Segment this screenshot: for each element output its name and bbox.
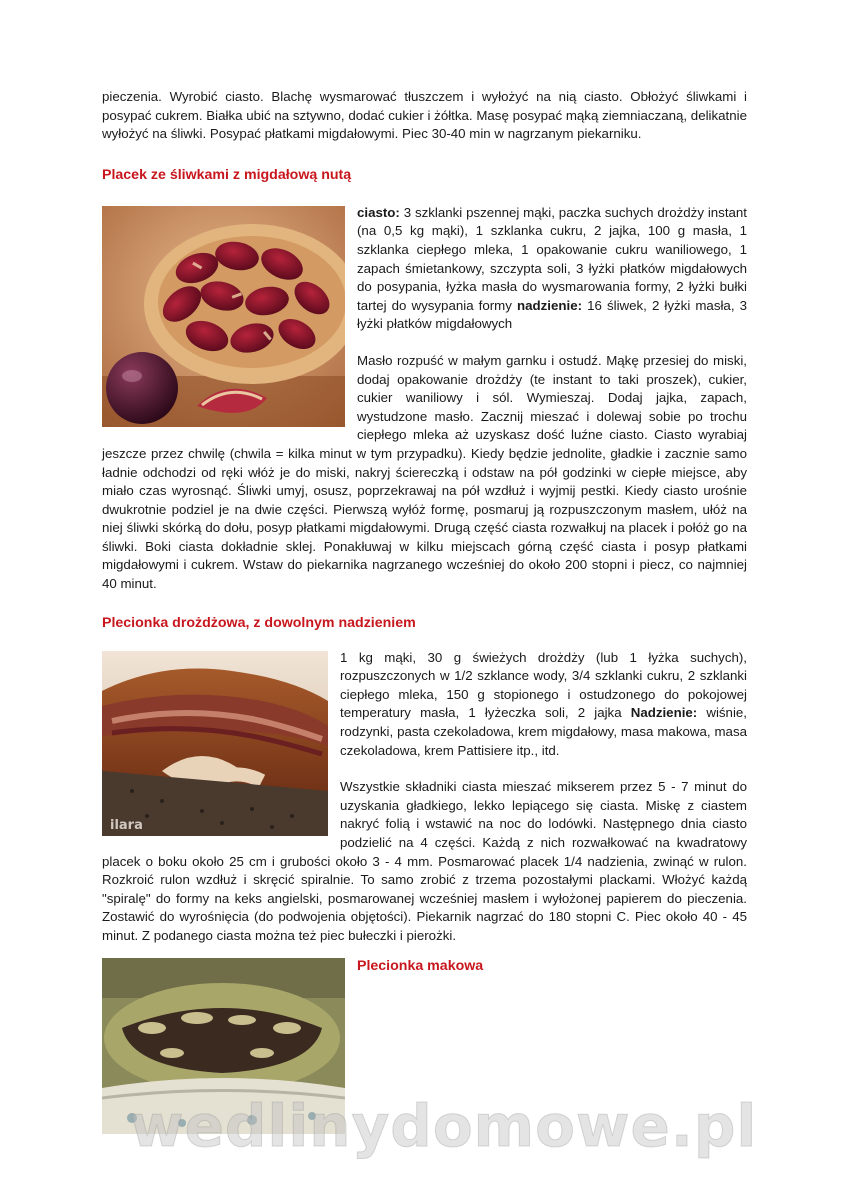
recipe2-title: Plecionka drożdżowa, z dowolnym nadzieniem bbox=[102, 614, 416, 631]
recipe3-title: Plecionka makowa bbox=[357, 957, 484, 974]
recipe1-method: Masło rozpuść w małym garnku i ostudź. Mąkę przesiej do miski, dodaj opakowanie drożdży (te instant to taki proszek), cukier, cukier waniliowy i sól. Wymieszaj. Dodaj jajka, zapach, wystudzone masło. Zacznij mieszać i dolewaj sobie po trochu ciepłego mleka aż uzyskasz dość luźne ciasto. Ciasto wyrabiaj jeszcze przez chwilę (chwila = kilka minut w tym przypadku). Kiedy będzie jednolite, gładkie i zacznie samo ładnie odchodzi od ręki włóż je do miski, nakryj ściereczką i odstaw na pół godzinki w ciepłe miejsce, aby miało czas wyrosnąć. Śliwki umyj, osusz, poprzekrawaj na pół wzdłuż i wyjmij pestki. Kiedy ciasto urośnie dwukrotnie podziel je na dwie części. Pierwszą wyłóż formę, posmaruj ją rozpuszczonym masłem, ułóż na niej śliwki skórką do dołu, posyp płatkami migdałowymi. Drugą część ciasta rozwałkuj na placek i połóż go na śliwki. Boki ciasta dokładnie sklej. Ponakłuwaj w kilku miejscach górną część ciasta i posyp płatkami migdałowymi i cukrem. Wstaw do piekarnika nagrzanego wcześniej do około 200 stopni i piecz, co najmniej 40 minut. bbox=[102, 352, 747, 592]
plum-cake-photo bbox=[102, 206, 345, 427]
recipe1-filling-text: 16 śliwek, 2 łyżki masła, 3 łyżki płatków migdałowych bbox=[357, 297, 747, 332]
recipe1-ingredients-text: 3 szklanki pszennej mąki, paczka suchych drożdży instant (na 0,5 kg mąki), 1 szklanka cukru, 2 jajka, 100 g masła, 1 szklanka ciepłego mleka, 1 opakowanie cukru waniliowego, 1 zapach śmietankowy, szczypta soli, 3 łyżki płatków migdałowych do posypania, łyżka masła do wysmarowania formy, 2 łyżki bułki tartej do wysypania formy bbox=[357, 204, 747, 313]
intro-paragraph: pieczenia. Wyrobić ciasto. Blachę wysmarować tłuszczem i wyłożyć na nią ciasto. Obłożyć śliwkami i posypać cukrem. Białka ubić na sztywno, dodać cukier i żółtka. Masę posypać mąką ziemniaczaną, delikatnie wyłożyć na śliwki. Posypać płatkami migdałowymi. Piec 30-40 min w nagrzanym piekarniku. bbox=[102, 89, 747, 142]
recipe1-title: Placek ze śliwkami z migdałową nutą bbox=[102, 166, 352, 183]
recipe2-filling-label: Nadzienie: bbox=[630, 705, 698, 721]
recipe2-section bbox=[102, 649, 747, 946]
plum-cake-image bbox=[102, 206, 345, 427]
recipe2-ingredients-text: 1 kg mąki, 30 g świeżych drożdży (lub 1 łyżka suchych), rozpuszczonych w 1/2 szklance wody, 3/4 szklanki cukru, 2 szklanki ciepłego mleka, 150 g stopionego i ostudzonego do pokojowej temperatury masła, 1 łyżeczka soli, 2 jajka bbox=[340, 649, 747, 721]
recipe1-ingredients-label: ciasto: bbox=[357, 204, 400, 220]
braided-bread-photo bbox=[102, 651, 328, 836]
recipe2-method: Wszystkie składniki ciasta mieszać mikserem przez 5 - 7 minut do uzyskania gładkiego, lekko lepiącego się ciasta. Miskę z ciastem nakryć folią i wstawić na noc do lodówki. Następnego dnia ciasto podzielić na 4 części. Każdą z nich rozwałkować na kwadratowy placek o boku około 25 cm i grubości około 3 - 4 mm. Posmarować placek 1/4 nadzienia, zwinąć w rulon. Rozkroić rulon wzdłuż i skręcić spiralnie. To samo zrobić z trzema pozostałymi plackami. Włożyć każdą "spiralę" do formy na keks angielski, posmarowanej wcześniej masłem i wyłożonej papierem do pieczenia. Zostawić do wyrośnięcia (do podwojenia objętości). Piekarnik nagrzać do 180 stopni C. Piec około 40 - 45 minut. Z podanego ciasta można też piec bułeczki i pierożki. bbox=[102, 779, 747, 943]
recipe1-section bbox=[102, 204, 747, 594]
document-page bbox=[102, 88, 747, 1138]
photo-watermark: ilara bbox=[110, 817, 143, 833]
braided-bread-image bbox=[102, 651, 328, 836]
recipe1-filling-label: nadzienie: bbox=[517, 297, 583, 313]
site-watermark: wedlinydomowe.pl bbox=[130, 1092, 758, 1160]
recipe2-filling-text: wiśnie, rodzynki, pasta czekoladowa, krem migdałowy, masa makowa, masa czekoladowa, krem Pattisiere itp., itd. bbox=[340, 705, 747, 758]
